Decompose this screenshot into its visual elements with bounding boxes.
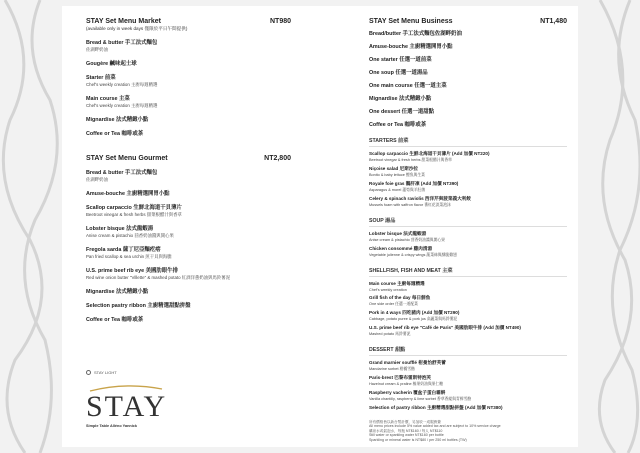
menu-item-title: One starter 任選一道前菜 (369, 57, 432, 63)
menu-item (86, 115, 291, 123)
menu-item-title: Niçoise salad 尼斯沙拉 (369, 166, 419, 171)
footnote-line: 礦泉水或氣泡水，每瓶 NT$160 / 每人 NT$110 (369, 428, 443, 433)
menu-item-desc: Cabbage, potato puree & pork jus 高麗菜與馬鈴薯泥 (369, 317, 458, 321)
menu-item (369, 81, 567, 89)
menu-market-header (86, 18, 291, 25)
section-heading: STARTERS 前菜 (369, 137, 567, 147)
menu-item (369, 310, 567, 322)
menu-item-title: Chicken consommé 雞肉清湯 (369, 246, 433, 251)
menu-item (86, 129, 291, 137)
menu-item (86, 168, 291, 183)
menu-item-desc: Mashed potato 馬鈴薯泥 (369, 332, 411, 336)
footnote-line: Sparkling or mineral water is NT$80 / per 250 ml bottles (TW) (369, 437, 467, 442)
menu-business-title: STAY Set Menu Business (369, 18, 453, 25)
menu-item (86, 266, 291, 281)
menu-item-desc: Red wine onion butter "Villette" & mashed potato 紅酒洋蔥奶油與馬鈴薯泥 (86, 275, 231, 280)
menu-item-title: Coffee or Tea 咖啡或茶 (86, 131, 144, 137)
menu-item (369, 390, 567, 402)
menu-item-desc: Mandarine sorbet 柑橘雪酪 (369, 367, 415, 371)
menu-item-title: Bread/butter 手工法式麵包佐湖畔奶油 (369, 31, 462, 37)
menu-item (369, 295, 567, 307)
menu-item (369, 196, 567, 208)
menu-gourmet-price: NT2,800 (264, 155, 291, 162)
menu-item (369, 55, 567, 63)
menu-item-desc: Vegetable julienne & crispy wings 蔬菜絲與酥脆雞翅 (369, 253, 457, 257)
menu-section (369, 267, 567, 337)
menu-item-title: Main course 主廚每週精選 (369, 281, 425, 286)
menu-item (86, 59, 291, 67)
menu-item-title: Paris-brest 巴黎布雷斯特泡芙 (369, 375, 432, 380)
right-column (369, 18, 567, 442)
menu-item-title: Scallop carpaccio 生鮮北海道干貝薄片 (Add 加價 NT220) (369, 151, 490, 156)
menu-item-title: Scallop carpaccio 生鮮北海道干貝薄片 (86, 205, 182, 211)
menu-business-price: NT1,480 (540, 18, 567, 25)
footnote-line: 所有價格皆以新台幣計價，另加收一成服務費 (369, 420, 441, 424)
menu-market-title: STAY Set Menu Market (86, 18, 161, 25)
menu-item-desc: Pan fried scallop & sea urchin 煎干貝與海膽 (86, 254, 172, 259)
menu-section (369, 346, 567, 411)
menu-item-desc: One side order 任選一道配菜 (369, 302, 418, 306)
menu-item (86, 203, 291, 218)
logo-wordmark: STAY (86, 390, 168, 423)
menu-item-desc: Asparagus & morel 蘆筍與羊肚菌 (369, 188, 426, 192)
menu-item-desc: Beetroot vinegar & fresh herbs 甜菜根醋汁與香草 (369, 158, 452, 162)
menu-item-title: Grand marnier soufflé 柑曼怡舒芙蕾 (369, 360, 446, 365)
menu-item-desc: Mussels foam with saffron flavor 番紅花淡菜泡沫 (369, 203, 451, 207)
menu-item-title: U.S. prime beef rib eye 美國肋眼牛排 (86, 268, 178, 274)
menu-page (62, 6, 578, 447)
menu-market-note: (available only in week days 僅限於平日午間提供) (86, 26, 188, 31)
menu-item (86, 94, 291, 109)
menu-item (369, 246, 567, 258)
menu-item-title: One main course 任選一道主菜 (369, 83, 447, 89)
section-heading: SHELLFISH, FISH AND MEAT 主菜 (369, 267, 567, 277)
menu-item-title: Royale foie gras 鵝肝凍 (Add 加價 NT390) (369, 181, 459, 186)
menu-item-title: Amuse-bouche 主廚精選開胃小點 (369, 44, 453, 50)
menu-item (86, 287, 291, 295)
menu-item (369, 325, 567, 337)
menu-item (369, 29, 567, 37)
footnote-line: All menu prices include 5% value added tax and are subject to 10% service charge (369, 424, 501, 429)
menu-item (86, 245, 291, 260)
menu-item (86, 315, 291, 323)
menu-item-title: Bread & butter 手工法式麵包 (86, 170, 158, 176)
menu-item-title: Selection of pastry ribbon 主廚精選甜點拼盤 (Add 加價 NT380) (369, 405, 503, 410)
menu-item-desc: Chef's weekly creation 主廚每週精選 (86, 103, 158, 108)
menu-item-title: Lobster bisque 法式龍蝦湯 (369, 231, 427, 236)
menu-item (369, 360, 567, 372)
menu-item (369, 166, 567, 178)
menu-item-title: One dessert 任選一道甜點 (369, 109, 435, 115)
menu-item-title: Grill fish of the day 每日鮮魚 (369, 295, 431, 300)
menu-business-header (369, 18, 567, 25)
menu-item (369, 68, 567, 76)
menu-item-desc: Beetroot vinegar & fresh herbs 甜菜根醋汁與香草 (86, 212, 182, 217)
menu-item-title: Fregola sarda 薩丁尼亞麵疙瘩 (86, 247, 161, 253)
menu-market (86, 18, 291, 137)
menu-item-desc: Chef's weekly creation 主廚每週精選 (86, 82, 158, 87)
menu-item-title: Lobster bisque 法式龍蝦湯 (86, 226, 154, 232)
menu-item (369, 94, 567, 102)
menu-item-title: Main course 主菜 (86, 96, 130, 102)
menu-item-title: One soup 任選一道湯品 (369, 70, 428, 76)
menu-item-desc: Anise cream & pistachio 茴香奶油醬與開心果 (369, 238, 445, 242)
menu-item (369, 405, 567, 411)
menu-section (369, 217, 567, 258)
footnote (369, 420, 567, 442)
menu-item (86, 73, 291, 88)
menu-item-title: Starter 前菜 (86, 75, 116, 81)
menu-item-title: Gougère 鹹味起士球 (86, 61, 137, 67)
menu-item (86, 224, 291, 239)
menu-item-title: Coffee or Tea 咖啡或茶 (369, 122, 427, 128)
menu-item-title: Raspberry vacherin 覆盆子蛋白霜餅 (369, 390, 446, 395)
menu-item (369, 281, 567, 292)
menu-item-desc: Anise cream & pistachio 茴香奶油醬與開心果 (86, 233, 174, 238)
menu-item-desc: Bonito & baby lettuce 鰹魚與生菜 (369, 173, 425, 177)
menu-gourmet-items (86, 168, 291, 323)
menu-item (369, 120, 567, 128)
logo-tagline: Simple Table Alléno Yannick (86, 424, 137, 428)
menu-market-price: NT980 (269, 18, 291, 25)
menu-item (86, 189, 291, 197)
menu-gourmet-title: STAY Set Menu Gourmet (86, 155, 168, 162)
menu-item-desc: Vanilla chantilly, raspberry & lime sorbet 香草香緹與青檸雪酪 (369, 397, 472, 401)
menu-item-title: Coffee or Tea 咖啡或茶 (86, 317, 144, 323)
menu-item-title: Amuse-bouche 主廚精選開胃小點 (86, 191, 170, 197)
a-la-carte (369, 137, 567, 411)
menu-item-title: Selection pastry ribbon 主廚精選甜點拼盤 (86, 303, 191, 309)
menu-item (369, 181, 567, 193)
menu-item-desc: Chef's weekly creation (369, 288, 407, 292)
menu-item-title: Celery & spinach raviolis 西洋芹與菠菜義大利餃 (369, 196, 471, 201)
left-column (86, 18, 291, 329)
section-heading: SOUP 湯品 (369, 217, 567, 227)
menu-item (369, 151, 567, 163)
menu-business-items (369, 29, 567, 128)
stay-light-label: STAY LIGHT (94, 370, 117, 375)
menu-market-items (86, 38, 291, 137)
menu-item (86, 38, 291, 53)
footnote-line: Still water or sparkling water NT$160 per bottle (369, 433, 444, 438)
menu-item-title: U.S. prime beef rib eye "Café de Paris" 美國肋眼牛排 (Add 加價 NT490) (369, 325, 521, 330)
menu-item-desc: Hazelnut cream & praline 榛果奶油與果仁糖 (369, 382, 444, 386)
stay-logo (86, 384, 167, 428)
menu-item-title: Mignardise 法式精緻小點 (86, 289, 149, 295)
menu-item (369, 42, 567, 50)
menu-item-desc: 佐湖畔奶油 (86, 177, 108, 182)
menu-section (369, 137, 567, 208)
menu-item-title: Pork in 4 ways 四吃豬肉 (Add 加價 NT290) (369, 310, 460, 315)
menu-gourmet (86, 155, 291, 323)
menu-item (369, 375, 567, 387)
menu-item-title: Mignardise 法式精緻小點 (86, 117, 149, 123)
section-heading: DESSERT 甜點 (369, 346, 567, 356)
stay-light (86, 370, 117, 375)
menu-gourmet-header (86, 155, 291, 162)
menu-item-title: Bread & butter 手工法式麵包 (86, 40, 158, 46)
menu-item-desc: 佐湖畔奶油 (86, 47, 108, 52)
leaf-icon (86, 370, 91, 375)
menu-item (369, 231, 567, 243)
menu-item (369, 107, 567, 115)
menu-item (86, 301, 291, 309)
menu-item-title: Mignardise 法式精緻小點 (369, 96, 432, 102)
